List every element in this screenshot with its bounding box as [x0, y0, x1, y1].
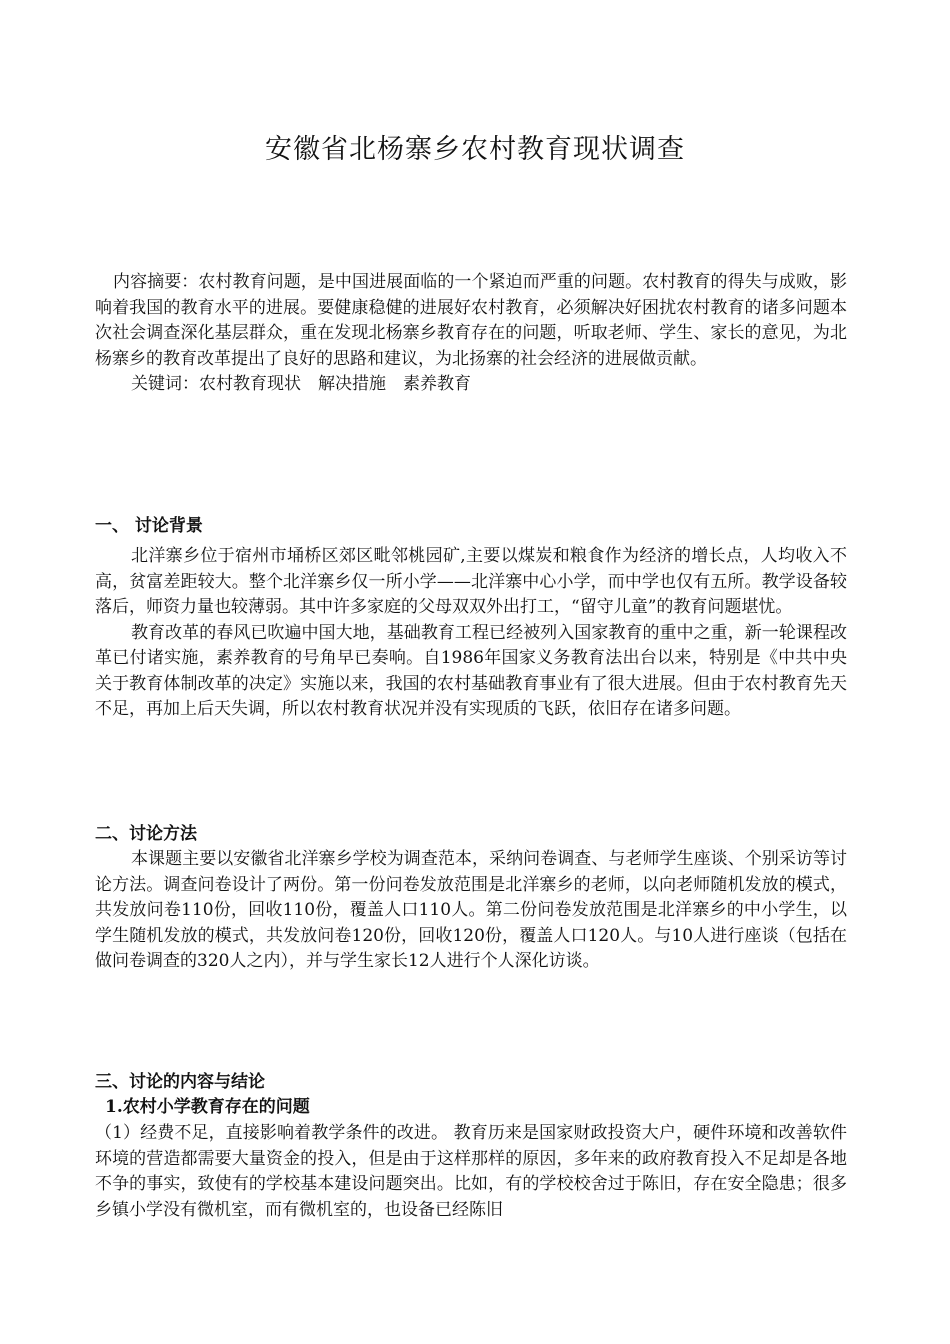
section3-subheading: 1.农村小学教育存在的问题: [105, 1097, 310, 1117]
document-title: 安徽省北杨寨乡农村教育现状调查: [265, 134, 685, 165]
keywords-text: 关键词：农村教育现状 解决措施 素养教育: [131, 374, 471, 394]
section3-body: [95, 1121, 847, 1223]
section1-paragraph: 教育改革的春风已吹遍中国大地，基础教育工程已经被列入国家教育的重中之重，新一轮课程改革已付诸实施，素养教育的号角早已奏响。自1986年国家义务教育法出台以来，特别是《中共中央关于教育体制改革的决定》实施以来，我国的农村基础教育事业有了很大进展。但由于农村教育先天不足，再加上后天失调，所以农村教育状况并没有实现质的飞跃，依旧存在诸多问题。: [95, 622, 847, 719]
section2-paragraph: 本课题主要以安徽省北洋寨乡学校为调查范本，采纳问卷调查、与老师学生座谈、个别采访等讨论方法。调查问卷设计了两份。第一份问卷发放范围是北洋寨乡的老师，以向老师随机发放的模式，共发放问卷110份，回收110份，覆盖人口110人。第二份问卷发放范围是北洋寨乡的中小学生，以学生随机发放的模式，共发放问卷120份，回收120份，覆盖人口120人。与10人进行座谈（包括在做问卷调查的320人之内），并与学生家长12人进行个人深化访谈。: [95, 849, 847, 971]
section3-heading: 三、讨论的内容与结论: [95, 1072, 265, 1092]
abstract-text: 内容摘要：农村教育问题，是中国进展面临的一个紧迫而严重的问题。农村教育的得失与成败，影响着我国的教育水平的进展。要健康稳健的进展好农村教育，必须解决好困扰农村教育的诸多问题本次社会调查深化基层群众，重在发现北杨寨乡教育存在的问题，听取老师、学生、家长的意见，为北杨寨乡的教育改革提出了良好的思路和建议，为北扬寨的社会经济的进展做贡献。: [95, 272, 847, 369]
section1-heading: 一、 讨论背景: [95, 516, 203, 536]
abstract-block: [95, 270, 847, 398]
section1-body: [95, 544, 847, 723]
section2-heading: 二、讨论方法: [95, 824, 197, 844]
section2-body: [95, 847, 847, 975]
section1-paragraph: 北洋寨乡位于宿州市埇桥区郊区毗邻桃园矿,主要以煤炭和粮食作为经济的增长点，人均收入不高，贫富差距较大。整个北洋寨乡仅一所小学——北洋寨中心小学，而中学也仅有五所。教学设备较落后，师资力量也较薄弱。其中许多家庭的父母双双外出打工，“留守儿童”的教育问题堪忧。: [95, 546, 847, 617]
section3-paragraph: （1）经费不足，直接影响着教学条件的改进。 教育历来是国家财政投资大户，硬件环境和改善软件环境的营造都需要大量资金的投入，但是由于这样那样的原因，多年来的政府教育投入不足却是各地不争的事实，致使有的学校基本建设问题突出。比如，有的学校校舍过于陈旧，存在安全隐患；很多乡镇小学没有微机室，而有微机室的，也设备已经陈旧: [95, 1123, 847, 1220]
